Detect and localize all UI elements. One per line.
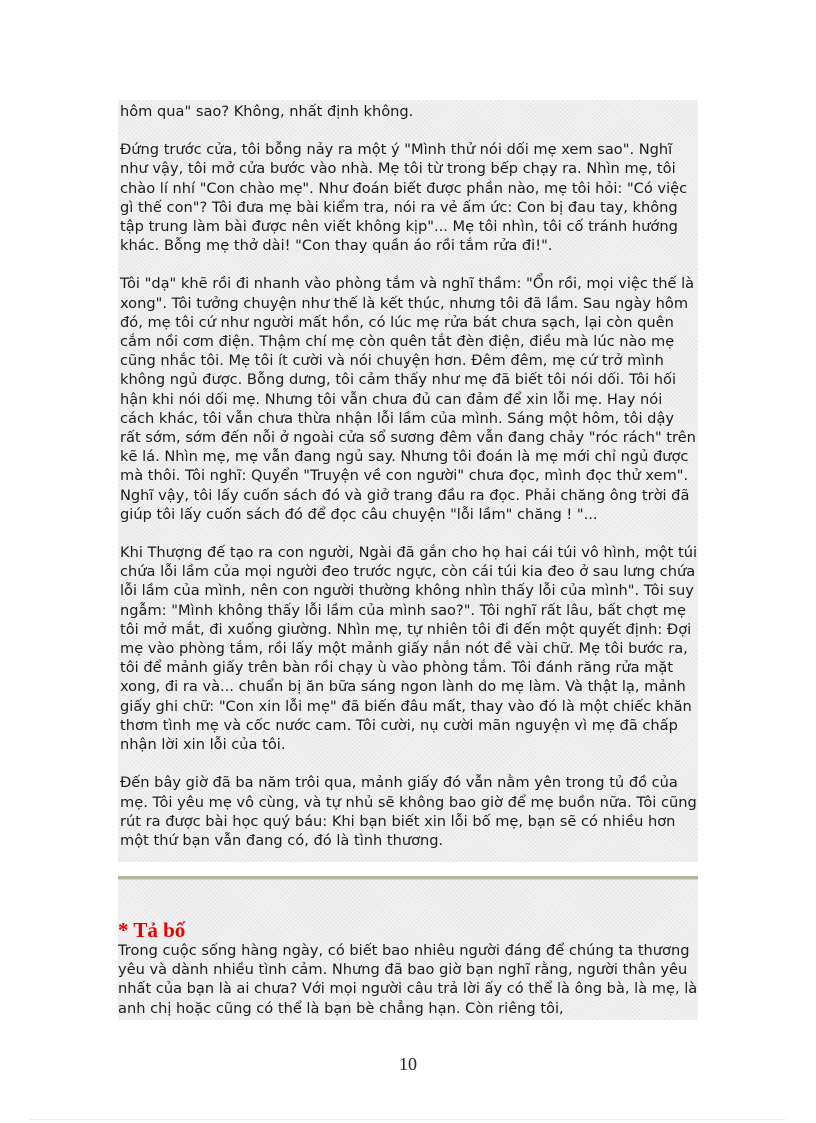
footer-rule [30,1119,786,1120]
story-text [120,102,698,869]
section-heading: * Tả bố [118,918,186,942]
paragraph: Khi Thượng đế tạo ra con người, Ngài đã gắn cho họ hai cái túi vô hình, một túi chứa lỗi lầm của mọi người đeo trước ngực, còn cái túi kia đeo ở sau lưng chứa lỗi lầm của mình, nên con người thường không nhìn thấy lỗi của mình". Tôi suy ngẫm: "Mình không thấy lỗi lầm của mình sao?". Tôi nghĩ rất lâu, bất chợt mẹ tôi mở mắt, đi xuống giường. Nhìn mẹ, tự nhiên tôi đi đến một quyết định: Đợi mẹ vào phòng tắm, rồi lấy một mảnh giấy nắn nót đề vài chữ. Mẹ tôi bước ra, tôi để mảnh giấy trên bàn rồi chạy ù vào phòng tắm. Tôi đánh răng rửa mặt xong, đi ra và... chuẩn bị ăn bữa sáng ngon lành do mẹ làm. Và thật lạ, mảnh giấy ghi chữ: "Con xin lỗi mẹ" đã biến đâu mất, thay vào đó là một chiếc khăn thơm tình mẹ và cốc nước cam. Tôi cười, nụ cười mãn nguyện vì mẹ đã chấp nhận lời xin lỗi của tôi. [120,544,698,754]
paragraph: hôm qua" sao? Không, nhất định không. [120,103,414,120]
page-number: 10 [399,1054,417,1074]
section-ta-bo [118,919,698,1018]
paragraph: Đứng trước cửa, tôi bỗng nảy ra một ý "Mình thử nói dối mẹ xem sao". Nghĩ như vậy, tôi mở cửa bước vào nhà. Mẹ tôi từ trong bếp chạy ra. Nhìn mẹ, tôi chào lí nhí "Con chào mẹ". Như đoán biết được phần nào, mẹ tôi hỏi: "Có việc gì thế con"? Tôi đưa mẹ bài kiểm tra, nói ra vẻ ấm ức: Con bị đau tay, không tập trung làm bài được nên viết không kịp"... Mẹ tôi nhìn, tôi cố tránh hướng khác. Bỗng mẹ thở dài! "Con thay quần áo rồi tắm rửa đi!". [120,141,688,255]
section-divider [118,876,698,880]
section-intro: Trong cuộc sống hàng ngày, có biết bao nhiêu người đáng để chúng ta thương yêu và dành nhiều tình cảm. Nhưng đã bao giờ bạn nghĩ rằng, người thân yêu nhất của bạn là ai chưa? Với mọi người câu trả lời ấy có thể là ông bà, là mẹ, là anh chị hoặc cũng có thể là bạn bè chẳng hạn. Còn riêng tôi, [118,942,698,1017]
paragraph: Đến bây giờ đã ba năm trôi qua, mảnh giấy đó vẫn nằm yên trong tủ đồ của mẹ. Tôi yêu mẹ vô cùng, và tự nhủ sẽ không bao giờ để mẹ buồn nữa. Tôi cũng rút ra được bài học quý báu: Khi bạn biết xin lỗi bố mẹ, bạn sẽ có nhiều hơn một thứ bạn vẫn đang có, đó là tình thương. [120,774,697,849]
paragraph: Tôi "dạ" khẽ rồi đi nhanh vào phòng tắm và nghĩ thầm: "Ổn rồi, mọi việc thế là xong". Tôi tưởng chuyện như thế là kết thúc, nhưng tôi đã lầm. Sau ngày hôm đó, mẹ tôi cứ như người mất hồn, có lúc mẹ rửa bát chưa sạch, lại còn quên cắm nồi cơm điện. Thậm chí mẹ còn quên tắt đèn điện, điều mà lúc nào mẹ cũng nhắc tôi. Mẹ tôi ít cười và nói chuyện hơn. Đêm đêm, mẹ cứ trở mình không ngủ được. Bỗng dưng, tôi cảm thấy như mẹ đã biết tôi nói dối. Tôi hối hận khi nói dối mẹ. Nhưng tôi vẫn chưa đủ can đảm để xin lỗi mẹ. Hay nói cách khác, tôi vẫn chưa thừa nhận lỗi lầm của mình. Sáng một hôm, tôi dậy rất sớm, sớm đến nỗi ở ngoài cửa sổ sương đêm vẫn đang chảy "róc rách" trên kẽ lá. Nhìn mẹ, mẹ vẫn đang ngủ say. Nhưng tôi đoán là mẹ mới chỉ ngủ được mà thôi. Tôi nghĩ: Quyển "Truyện về con người" chưa đọc, mình đọc thử xem". Nghĩ vậy, tôi lấy cuốn sách đó và giở trang đầu ra đọc. Phải chăng ông trời đã giúp tôi lấy cuốn sách đó để đọc câu chuyện "lỗi lầm" chăng ! "... [120,275,696,523]
